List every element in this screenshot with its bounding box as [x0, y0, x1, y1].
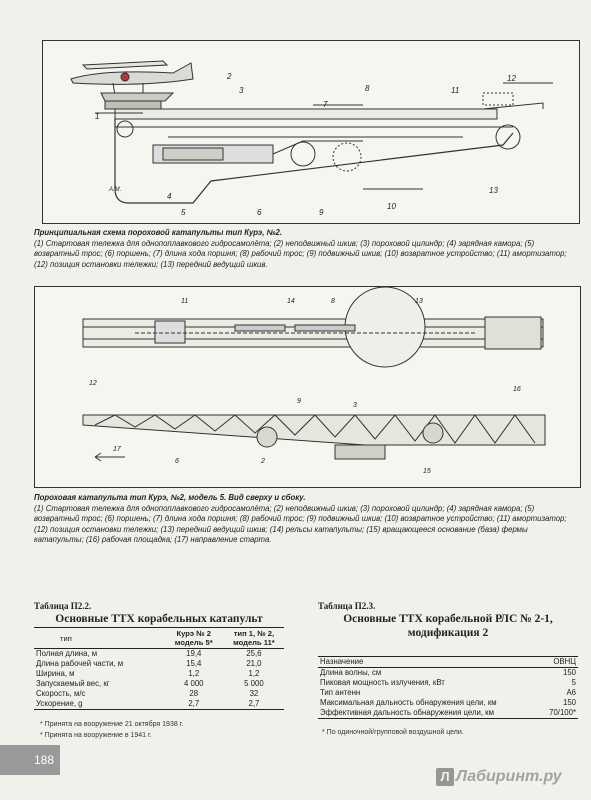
table-row: Полная длина, м 19,4 25,6	[36, 649, 262, 658]
fig1-callout: 10	[387, 202, 396, 211]
fig2-callout: 11	[181, 298, 189, 305]
fig1-callout: 11	[451, 86, 460, 95]
fig1-callout: 2	[227, 72, 232, 81]
fig1-callout: 13	[489, 186, 498, 195]
table-row: Тип антенн A6	[320, 688, 576, 697]
fig1-callout: 5	[181, 208, 186, 217]
fig2-callout: 6	[175, 458, 179, 465]
table-row: Ширина, м 1,2 1,2	[36, 669, 260, 678]
figure1-diagram	[42, 40, 580, 224]
fig2-callout: 14	[287, 298, 295, 305]
table1-note: * Принята на вооружение 21 октября 1938 г.	[40, 721, 184, 728]
fig2-callout: 12	[89, 380, 97, 387]
table-row: Максимальная дальность обнаружения цели, км 150	[320, 698, 576, 707]
fig2-callout: 3	[353, 402, 357, 409]
table2-note: * По одиночной/групповой воздушной цели.	[322, 729, 464, 736]
table2-header: ОВНЦ	[553, 657, 576, 666]
table-row: Длина рабочей части, м 15,4 21,0	[36, 659, 262, 668]
table1	[34, 627, 284, 710]
table1-header: Курэ № 2 модель 5*	[174, 629, 213, 647]
table-row: Скорость, м/с 28 32	[36, 689, 259, 698]
fig1-callout: 4	[167, 192, 172, 201]
seaplane-illustration	[71, 61, 193, 109]
table1-header: тип	[60, 633, 72, 643]
table2-label: Таблица П2.3.	[318, 601, 376, 611]
fig1-callout: 8	[365, 84, 370, 93]
fig1-callout: 12	[507, 74, 516, 83]
table1-header: тип 1, № 2, модель 11*	[233, 629, 275, 647]
table2-title: Основные ТТХ корабельной РЛС № 2-1, модификация 2	[343, 613, 553, 639]
fig1-callout: 1	[95, 112, 100, 121]
figure1-caption-title: Принципиальная схема пороховой катапульты тип Курэ, №2.	[34, 228, 283, 237]
table2-header: Назначение	[320, 657, 364, 666]
fig2-callout: 8	[331, 298, 335, 305]
fig1-signature: A.M.	[109, 187, 122, 193]
figure2-caption-body: (1) Стартовая тележка для однопоплавкового гидросамолёта; (2) неподвижный шкив; (3) пороховой цилиндр; (4) зарядная камора; (5) возвратный трос; (6) поршень; (7) длина хода поршня; (8) рабочий трос; (9) подвижный шкив; (10) возвратное устройство; (11) амортизатор; (12) позиция остановки тележки; (13) передний ведущий шкив; (14) рельсы катапульты; (15) вращающееся основание (база) фермы катапульты; (16) рабочая площадка; (17) направление старта.	[34, 503, 567, 544]
table1-title: Основные ТТХ корабельных катапульт	[55, 613, 263, 625]
table2	[318, 656, 578, 719]
table1-label: Таблица П2.2.	[34, 601, 92, 611]
watermark	[436, 768, 562, 786]
figure2-caption	[34, 493, 579, 546]
figure2-caption-title: Пороховая катапульта тип Курэ, №2, модель 5. Вид сверху и сбоку.	[34, 493, 306, 502]
fig2-callout: 2	[261, 458, 265, 465]
figure1-caption-body: (1) Стартовая тележка для однопоплавкового гидросамолёта; (2) неподвижный шкив; (3) пороховой цилиндр; (4) зарядная камора; (5) возвратный трос; (6) поршень; (7) длина хода поршня; (8) рабочий трос; (9) подвижный шкив; (10) возвратное устройство; (11) амортизатор; (12) позиция остановки тележки; (13) передний ведущий шкив.	[34, 238, 567, 269]
table-row: Пиковая мощность излучения, кВт 5	[320, 678, 576, 687]
table1-note: * Принята на вооружение в 1941 г.	[40, 732, 152, 739]
fig1-callout: 3	[239, 86, 244, 95]
fig2-callout: 15	[423, 468, 431, 475]
figure2-diagram	[34, 286, 581, 488]
fig2-callout: 13	[415, 298, 423, 305]
table-row: Запускаемый вес, кг 4 000 5 000	[36, 679, 264, 688]
fig2-callout: 9	[297, 398, 301, 405]
fig2-callout: 16	[513, 386, 521, 393]
watermark-logo-icon: Л	[436, 768, 454, 786]
watermark-text: Лабиринт.ру	[456, 768, 562, 785]
fig1-callout: 9	[319, 208, 324, 217]
figure1-caption	[34, 228, 579, 270]
page-number: 188	[0, 745, 60, 775]
table-row: Эффективная дальность обнаружения цели, км 70/100*	[320, 708, 576, 717]
fig2-callout: 17	[113, 446, 121, 453]
fig1-callout: 7	[323, 100, 328, 109]
fig1-callout: 6	[257, 208, 262, 217]
table-row: Ускорение, g 2,7 2,7	[34, 699, 284, 710]
table-row: Длина волны, см 150	[320, 668, 576, 677]
